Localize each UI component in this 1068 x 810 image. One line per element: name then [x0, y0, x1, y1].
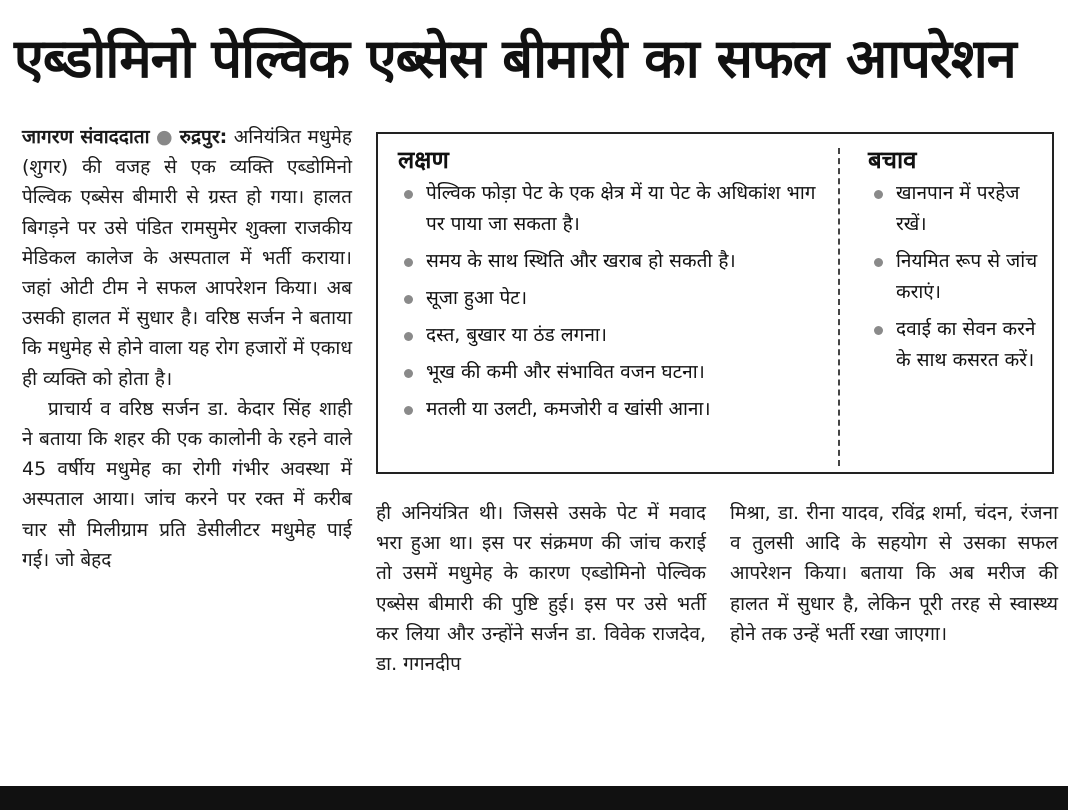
- prevention-section: [868, 144, 1043, 382]
- symptoms-list: [398, 178, 828, 425]
- byline-separator: ●: [149, 126, 180, 148]
- article-column-1: [22, 122, 352, 575]
- symptoms-section: [398, 144, 828, 431]
- symptom-item: भूख की कमी और संभावित वजन घटना।: [398, 357, 828, 388]
- symptom-item: समय के साथ स्थिति और खराब हो सकती है।: [398, 246, 828, 277]
- byline: जागरण संवाददाता: [22, 126, 150, 148]
- prevention-title: बचाव: [868, 146, 917, 174]
- paragraph-1-text: अनियंत्रित मधुमेह (शुगर) की वजह से एक व्यक्ति एब्डोमिनो पेल्विक एब्सेस बीमारी से ग्रस्त हो गया। हालत बिगड़ने पर उसे पंडित रामसुमेर शुक्ला राजकीय मेडिकल कालेज के अस्पताल में भर्ती कराया। जहां ओटी टीम ने सफल आपरेशन किया। अब उसकी हालत में सुधार है। वरिष्ठ सर्जन ने बताया कि मधुमेह से होने वाला यह रोग हजारों में एकाध ही व्यक्ति को होता है।: [22, 126, 352, 390]
- prevention-list: [868, 178, 1043, 376]
- prevention-item: दवाई का सेवन करने के साथ कसरत करें।: [868, 314, 1043, 376]
- headline: एब्डोमिनो पेल्विक एब्सेस बीमारी का सफल आपरेशन: [14, 27, 1016, 90]
- symptom-item: मतली या उलटी, कमजोरी व खांसी आना।: [398, 394, 828, 425]
- info-box: [376, 132, 1054, 474]
- symptoms-title: लक्षण: [398, 146, 449, 174]
- symptom-item: सूजा हुआ पेट।: [398, 283, 828, 314]
- article-paragraph-2: प्राचार्य व वरिष्ठ सर्जन डा. केदार सिंह शाही ने बताया कि शहर की एक कालोनी के रहने वाले 45 वर्षीय मधुमेह का रोगी गंभीर अवस्था में अस्पताल आया। जांच करने पर रक्त में करीब चार सौ मिलीग्राम प्रति डेसीलीटर मधुमेह पाई गई। जो बेहद: [22, 397, 352, 571]
- article-column-2: [376, 498, 706, 679]
- column-2-text: ही अनियंत्रित थी। जिससे उसके पेट में मवाद भरा हुआ था। इस पर संक्रमण की जांच कराई तो उसमें मधुमेह के कारण एब्डोमिनो पेल्विक एब्सेस बीमारी की पुष्टि हुई। इस पर उसे भर्ती कर लिया और उन्होंने सर्जन डा. विवेक राजदेव, डा. गगनदीप: [376, 502, 706, 676]
- article-paragraph-1: [22, 122, 352, 394]
- prevention-item: नियमित रूप से जांच कराएं।: [868, 246, 1043, 308]
- bottom-rule: [0, 786, 1068, 810]
- symptom-item: पेल्विक फोड़ा पेट के एक क्षेत्र में या पेट के अधिकांश भाग पर पाया जा सकता है।: [398, 178, 828, 240]
- symptom-item: दस्त, बुखार या ठंड लगना।: [398, 320, 828, 351]
- dateline: रुद्रपुर:: [179, 126, 228, 148]
- box-divider: [838, 148, 840, 466]
- article-column-3: [730, 498, 1058, 649]
- column-3-text: मिश्रा, डा. रीना यादव, रविंद्र शर्मा, चंदन, रंजना व तुलसी आदि के सहयोग से उसका सफल आपरेशन किया। बताया कि अब मरीज की हालत में सुधार है, लेकिन पूरी तरह से स्वास्थ्य होने तक उन्हें भर्ती रखा जाएगा।: [730, 502, 1058, 645]
- prevention-item: खानपान में परहेज रखें।: [868, 178, 1043, 240]
